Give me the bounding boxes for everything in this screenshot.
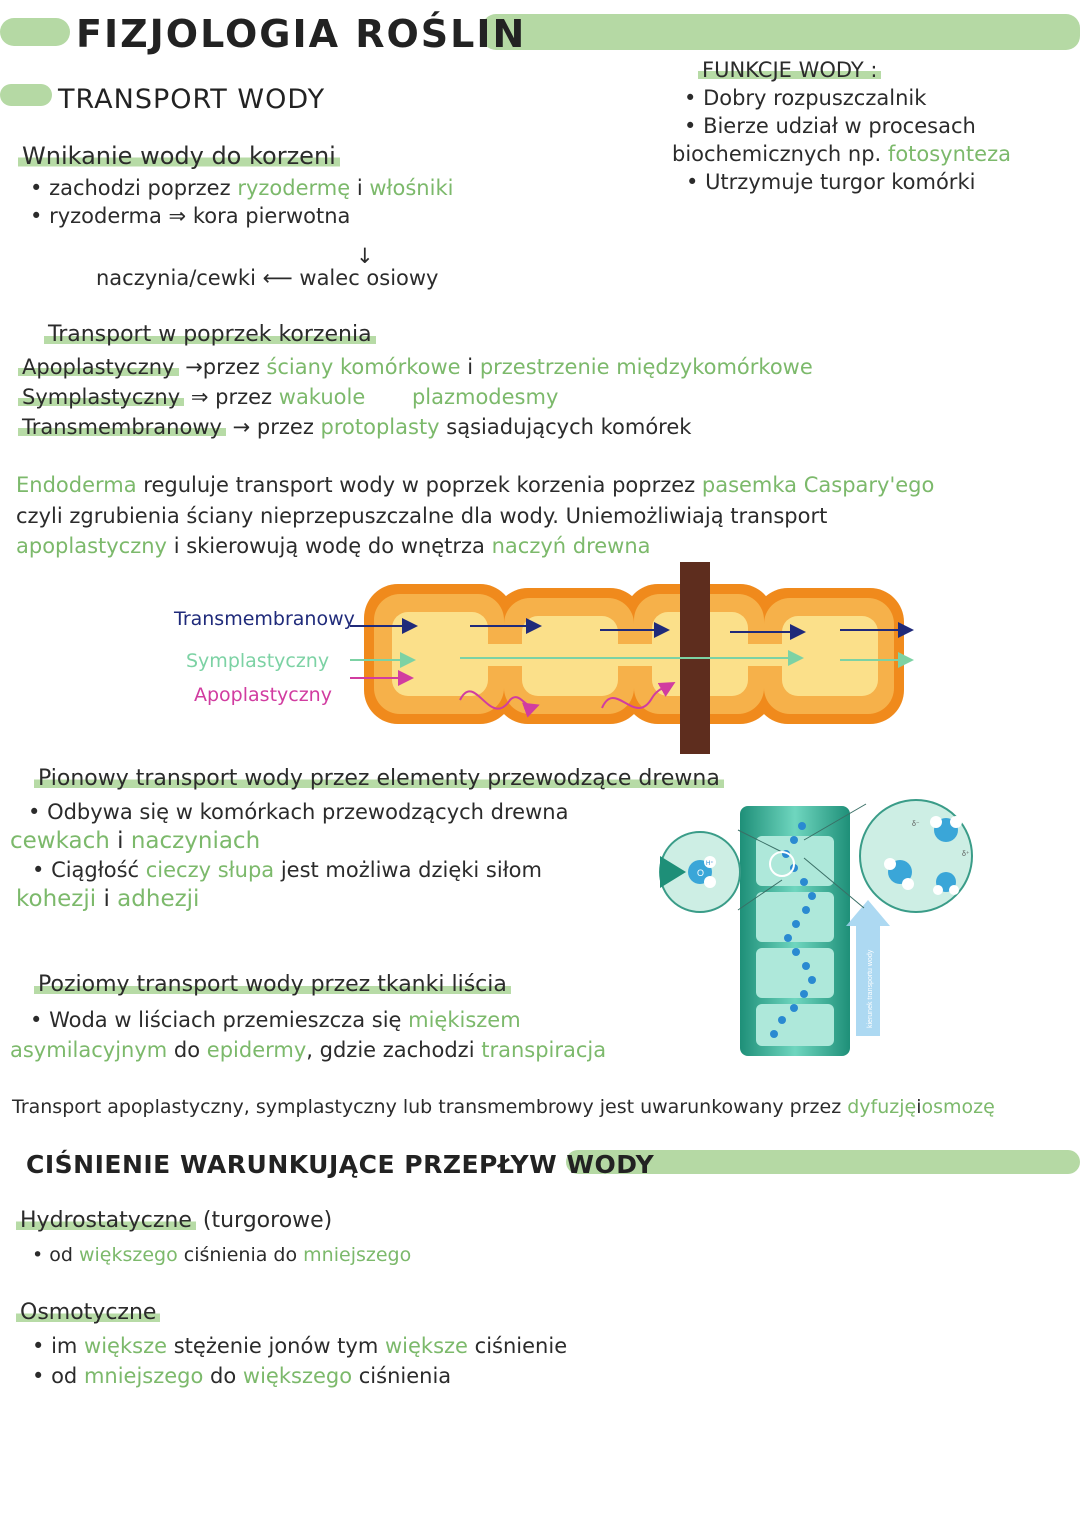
osmo-greater-term-3: większego [242, 1364, 353, 1388]
cross-row-apo-mid: przez [202, 355, 260, 379]
roots-row-3 [96, 266, 439, 290]
photosynthesis-term: fotosynteza [887, 142, 1011, 166]
assimilation-term: asymilacyjnym [10, 1038, 168, 1062]
cross-row-trans-mid: przez [256, 415, 314, 439]
cell-walls-term: ściany komórkowe [266, 355, 461, 379]
hydro-b1-b: ciśnienia do [183, 1244, 298, 1266]
function-item-1: Dobry rozpuszczalnik [703, 86, 927, 110]
xylem-vessels-term: naczyń drewna [491, 534, 651, 558]
endoderm-text-3: i skierowują wodę do wnętrza [173, 534, 485, 558]
pressure-heading: CIŚNIENIE WARUNKUJĄCE PRZEPŁYW WODY [26, 1150, 655, 1179]
mesophyll-term: miękiszem [408, 1008, 521, 1032]
vertical-heading-wrap [34, 766, 724, 791]
liquid-column-term: cieczy słupa [145, 858, 275, 882]
vertical-bullet-1-text: Odbywa się w komórkach przewodzących drewna [47, 800, 569, 824]
cohesion-term: kohezji [16, 886, 97, 912]
horizontal-heading: Poziomy transport wody przez tkanki liścia [34, 972, 511, 997]
title-bar-left [0, 18, 70, 46]
adhesion-term: adhezji [117, 886, 200, 912]
root-hairs-term: włośniki [369, 176, 454, 200]
function-item-3: Utrzymuje turgor komórki [705, 170, 976, 194]
continuity-text: Ciągłość [51, 858, 140, 882]
vertical-conn: i [117, 828, 124, 854]
summary-line [12, 1096, 995, 1118]
osmo-bullet-2: • od mniejszego do większego ciśnienia [32, 1364, 452, 1388]
roots-down-arrow: ↓ [356, 244, 374, 268]
neighbor-cells-text: sąsiadujących komórek [446, 415, 692, 439]
cross-row-apo [18, 355, 813, 379]
osmo-b2-a: od [51, 1364, 78, 1388]
function-item-2: Bierze udział w procesach [703, 114, 976, 138]
xylem-diagram [656, 796, 1080, 1064]
cross-row-trans [18, 415, 691, 439]
roots-bullet-1: zachodzi poprzez [49, 176, 231, 200]
vacuoles-term: wakuole [278, 385, 366, 409]
vertical-bullet-1-cont [10, 828, 260, 854]
direction-label: kierunek transportu wody [867, 949, 874, 1028]
horizontal-heading-wrap [34, 972, 511, 997]
osmo-greater-term-2: większe [385, 1334, 468, 1358]
apoplastic-term: apoplastyczny [16, 534, 167, 558]
double-arrow-icon: ⇒ [190, 385, 209, 409]
cross-row-apo-conn: i [467, 355, 474, 379]
osmosis-term: osmozę [921, 1096, 995, 1118]
turgor-paren: (turgorowe) [202, 1208, 333, 1233]
functions-heading: FUNKCJE WODY : [698, 58, 881, 82]
vertical-heading: Pionowy transport wody przez elementy przewodzące drewna [34, 766, 724, 791]
arrow-icon: → [232, 415, 251, 439]
osmo-b1-c: ciśnienie [474, 1334, 568, 1358]
intercellular-term: przestrzenie międzykomórkowe [479, 355, 813, 379]
horizontal-text-3: , gdzie zachodzi [306, 1038, 475, 1062]
cross-row-sym [18, 385, 558, 409]
transpiration-term: transpiracja [481, 1038, 607, 1062]
tracheids-term: cewkach [10, 828, 110, 854]
hydrostatic-heading: Hydrostatyczne [16, 1208, 196, 1233]
legend-transmembrane: Transmembranowy [174, 608, 355, 630]
horizontal-line-1: • Woda w liściach przemieszcza się miękiszem [30, 1008, 521, 1032]
summary-text: Transport apoplastyczny, symplastyczny lub transmembrowy jest uwarunkowany przez [12, 1096, 842, 1118]
summary-conn: i [916, 1096, 922, 1118]
transport-heading: TRANSPORT WODY [58, 84, 326, 115]
symplastic-label: Symplastyczny [18, 385, 184, 409]
lesser-term: mniejszego [303, 1244, 412, 1266]
adhesion-hydrogen-label: H⁺ [706, 861, 714, 867]
horizontal-text-1: Woda w liściach przemieszcza się [49, 1008, 402, 1032]
transmembrane-label: Transmembranowy [18, 415, 226, 439]
vertical-bullet-2: • Ciągłość cieczy słupa jest możliwa dzięki siłom [32, 858, 542, 882]
osmotic-heading: Osmotyczne [16, 1300, 160, 1325]
vertical-bullet-1: • Odbywa się w komórkach przewodzących drewna [28, 800, 569, 824]
root-transport-diagram [340, 560, 920, 756]
functions-box: FUNKCJE WODY : • Dobry rozpuszczalnik • Bierze udział w procesach biochemicznych np. fotosynteza • Utrzymuje turgor komórki [672, 58, 1011, 194]
vessels-term: naczyniach [130, 828, 261, 854]
casparian-term: pasemka Caspary'ego [701, 473, 935, 497]
cross-heading-wrap [44, 322, 376, 347]
roots-heading: Wnikanie wody do korzeni [18, 142, 340, 170]
vertical-b3-conn: i [103, 886, 110, 912]
vertical-bullet-2-tail: jest możliwa dzięki siłom [280, 858, 542, 882]
epidermis-term: epidermy [206, 1038, 307, 1062]
osmo-greater-term: większe [84, 1334, 168, 1358]
page-title: FIZJOLOGIA ROŚLIN [76, 12, 527, 56]
legend-symplastic: Symplastyczny [186, 650, 330, 672]
osmo-lesser-term: mniejszego [83, 1364, 204, 1388]
section-bar-left [0, 84, 52, 106]
roots-bullet-2-start: ryzoderma [49, 204, 162, 228]
endoderm-line-2: czyli zgrubienia ściany nieprzepuszczalne dla wody. Uniemożliwiają transport [16, 504, 828, 528]
protoplasts-term: protoplasty [320, 415, 440, 439]
greater-term: większego [78, 1244, 178, 1266]
hydro-bullet-1: • od większego ciśnienia do mniejszego [32, 1244, 412, 1266]
vessels-text: naczynia/cewki [96, 266, 256, 290]
plasmodesmata-term: plazmodesmy [411, 385, 559, 409]
hydro-heading-wrap [16, 1208, 332, 1233]
roots-section: Wnikanie wody do korzeni • zachodzi poprzez ryzodermę i włośniki • ryzoderma ⇒ kora pierwotna [18, 142, 453, 228]
endoderm-term: Endoderma [16, 473, 137, 497]
endoderm-line-3 [16, 534, 651, 558]
legend-apoplastic: Apoplastyczny [194, 684, 332, 706]
function-item-2-cont: biochemicznych np. [672, 142, 882, 166]
cross-heading: Transport w poprzek korzenia [44, 322, 376, 347]
adhesion-oxygen-label: O [697, 868, 705, 878]
horizontal-text-2: do [173, 1038, 201, 1062]
osmo-bullet-1: • im większe stężenie jonów tym większe ciśnienie [32, 1334, 568, 1358]
osmo-b1-b: stężenie jonów tym [173, 1334, 379, 1358]
osmo-b1-a: im [51, 1334, 78, 1358]
delta-minus-label: δ⁻ [912, 821, 920, 828]
left-arrow-icon: ⟵ [262, 266, 293, 290]
horizontal-line-2 [10, 1038, 606, 1062]
osmo-heading-wrap [16, 1300, 160, 1325]
endoderm-line-1 [16, 473, 934, 497]
roots-bullet-2-end: kora pierwotna [192, 204, 351, 228]
roots-bullet-1-conn: i [356, 176, 363, 200]
title-bar-right [482, 14, 1080, 50]
delta-plus-label: δ⁺ [962, 851, 970, 858]
roots-arrow-icon: ⇒ [168, 204, 187, 228]
cross-row-sym-mid: przez [215, 385, 273, 409]
stele-text: walec osiowy [299, 266, 439, 290]
hydro-b1-a: od [49, 1244, 73, 1266]
osmo-b2-c: ciśnienia [358, 1364, 452, 1388]
vertical-bullet-3 [16, 886, 199, 912]
apoplastic-label: Apoplastyczny [18, 355, 179, 379]
diffusion-term: dyfuzję [847, 1096, 917, 1118]
arrow-icon: → [185, 355, 203, 379]
osmo-b2-b: do [210, 1364, 237, 1388]
endoderm-text-1: reguluje transport wody w poprzek korzenia poprzez [143, 473, 696, 497]
rhizoderm-term: ryzodermę [237, 176, 351, 200]
